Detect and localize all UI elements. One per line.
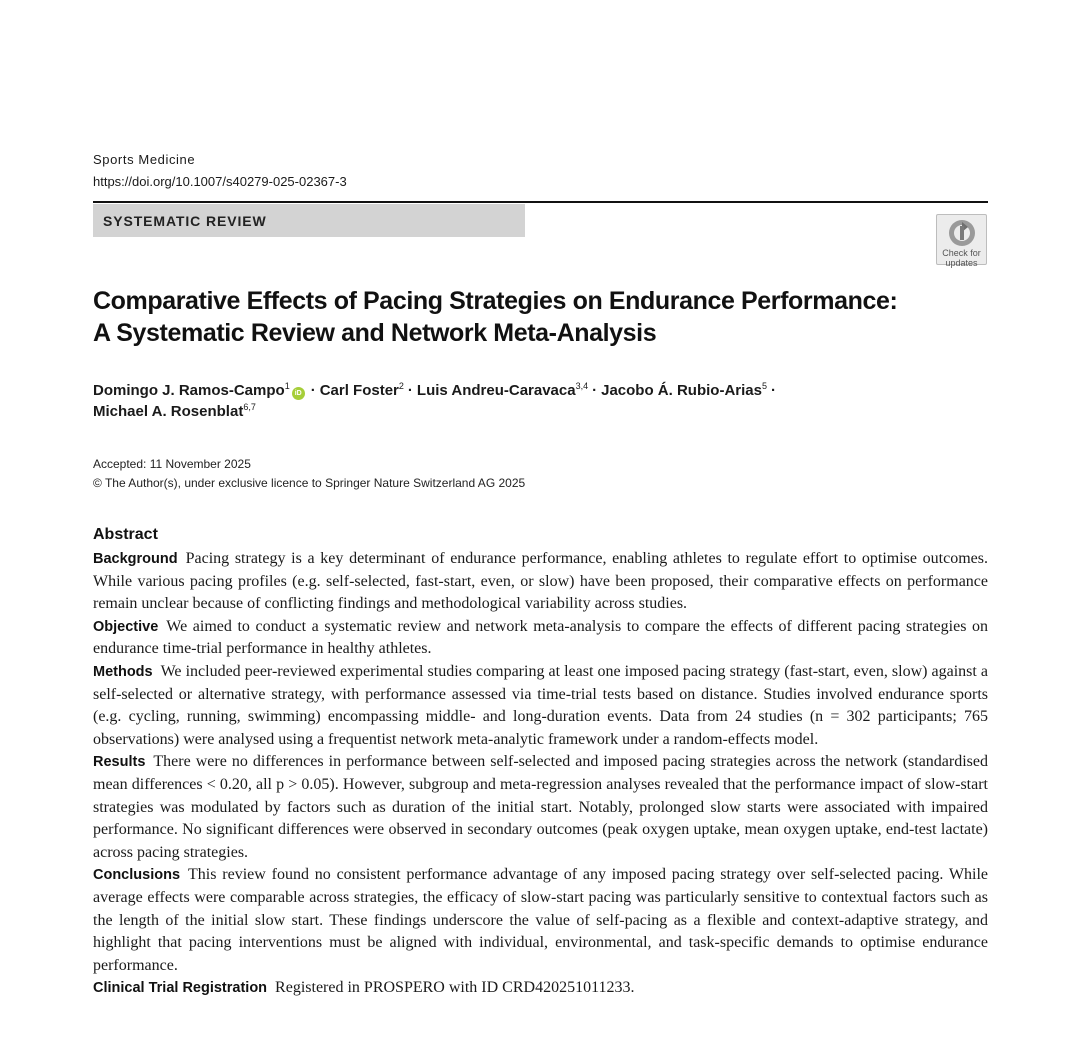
abstract-section-text: This review found no consistent performance advantage of any imposed pacing strategy over self-selected pacing. While average effects were comparable across strategies, the efficacy of slow-start pacing was particularly sensitive to contextual factors such as the length of the initial slow start. These findings underscore the value of self-pacing as a flexible and context-adaptive strategy, and highlight that pacing interventions must be aligned with individual, environmental, and task-specific demands to optimise endurance performance. xyxy=(93,866,988,974)
abstract-section-text: There were no differences in performance between self-selected and imposed pacing strategies across the network (standardised mean differences < 0.20, all p > 0.05). However, subgroup and meta-regression analyses revealed that the performance impact of slow-start strategies was modulated by factors such as duration of the initial start. Notably, prolonged slow starts were associated with impaired performance. No significant differences were observed in secondary outcomes (peak oxygen uptake, mean oxygen uptake, end-test lactate) across pacing strategies. xyxy=(93,753,988,861)
check-updates-label-1: Check for xyxy=(942,248,981,258)
abstract-registration xyxy=(93,977,988,1000)
copyright-notice: © The Author(s), under exclusive licence to Springer Nature Switzerland AG 2025 xyxy=(93,476,526,490)
abstract-section-text: Registered in PROSPERO with ID CRD420251011233. xyxy=(275,979,635,997)
orcid-icon[interactable]: iD xyxy=(292,387,305,400)
abstract-section-label: Clinical Trial Registration xyxy=(93,980,268,997)
abstract-background xyxy=(93,548,988,616)
author-affiliation: 3,4 xyxy=(575,381,589,391)
abstract-section-text: We aimed to conduct a systematic review and network meta-analysis to compare the effects of different pacing strategies on endurance time-trial performance in healthy athletes. xyxy=(93,617,988,658)
author-name[interactable]: Jacobo Á. Rubio-Arias xyxy=(601,382,762,399)
abstract-section-text: Pacing strategy is a key determinant of endurance performance, enabling athletes to regulate effort to optimise outcomes. While various pacing profiles (e.g. self-selected, fast-start, even, or slow) have been proposed, their comparative effects on performance remain unclear because of conflicting findings and methodological variability across studies. xyxy=(93,550,988,613)
author-list xyxy=(93,380,993,422)
check-updates-icon xyxy=(947,218,977,248)
article-type-banner: SYSTEMATIC REVIEW xyxy=(93,204,525,237)
author-line-1 xyxy=(93,380,993,401)
abstract-section-label: Conclusions xyxy=(93,867,181,884)
author-separator: · xyxy=(407,382,413,399)
abstract-methods xyxy=(93,661,988,751)
abstract-heading: Abstract xyxy=(93,526,158,543)
title-line-2: A Systematic Review and Network Meta-Analysis xyxy=(93,319,657,347)
author-separator: · xyxy=(310,382,316,399)
check-for-updates-badge[interactable] xyxy=(936,214,987,268)
abstract-section-label: Results xyxy=(93,754,146,771)
author-name[interactable]: Michael A. Rosenblat xyxy=(93,403,244,420)
doi-link[interactable]: https://doi.org/10.1007/s40279-025-02367-3 xyxy=(93,174,347,189)
abstract-section-label: Background xyxy=(93,551,178,567)
author-separator: · xyxy=(770,382,776,399)
abstract-section-label: Objective xyxy=(93,618,159,635)
author-separator: · xyxy=(592,382,598,399)
article-title xyxy=(93,285,993,349)
author-name[interactable]: Carl Foster xyxy=(319,382,399,399)
abstract-body xyxy=(93,548,988,1000)
accepted-date: Accepted: 11 November 2025 xyxy=(93,457,251,471)
author-line-2 xyxy=(93,401,993,422)
abstract-conclusions xyxy=(93,864,988,977)
journal-name: Sports Medicine xyxy=(93,152,196,167)
abstract-section-label: Methods xyxy=(93,663,153,680)
author-affiliation: 5 xyxy=(761,381,767,391)
header-rule xyxy=(93,201,988,203)
abstract-results xyxy=(93,751,988,864)
author-affiliation: 6,7 xyxy=(243,402,256,412)
author-name[interactable]: Domingo J. Ramos-Campo xyxy=(93,382,285,399)
author-affiliation: 2 xyxy=(398,381,404,391)
author-affiliation: 1 xyxy=(284,381,290,391)
check-updates-label-2: updates xyxy=(945,258,978,268)
abstract-objective xyxy=(93,616,988,661)
abstract-section-text: We included peer-reviewed experimental studies comparing at least one imposed pacing strategy (fast-start, even, slow) against a self-selected or alternative strategy, with performance assessed via time-trial tests based on distance. Studies involved endurance sports (e.g. cycling, running, swimming) encompassing middle- and long-duration events. Data from 24 studies (n = 302 participants; 765 observations) were analysed using a frequentist network meta-analytic framework under a random-effects model. xyxy=(93,662,988,748)
author-name[interactable]: Luis Andreu-Caravaca xyxy=(416,382,576,399)
title-line-1: Comparative Effects of Pacing Strategies on Endurance Performance: xyxy=(93,287,898,315)
